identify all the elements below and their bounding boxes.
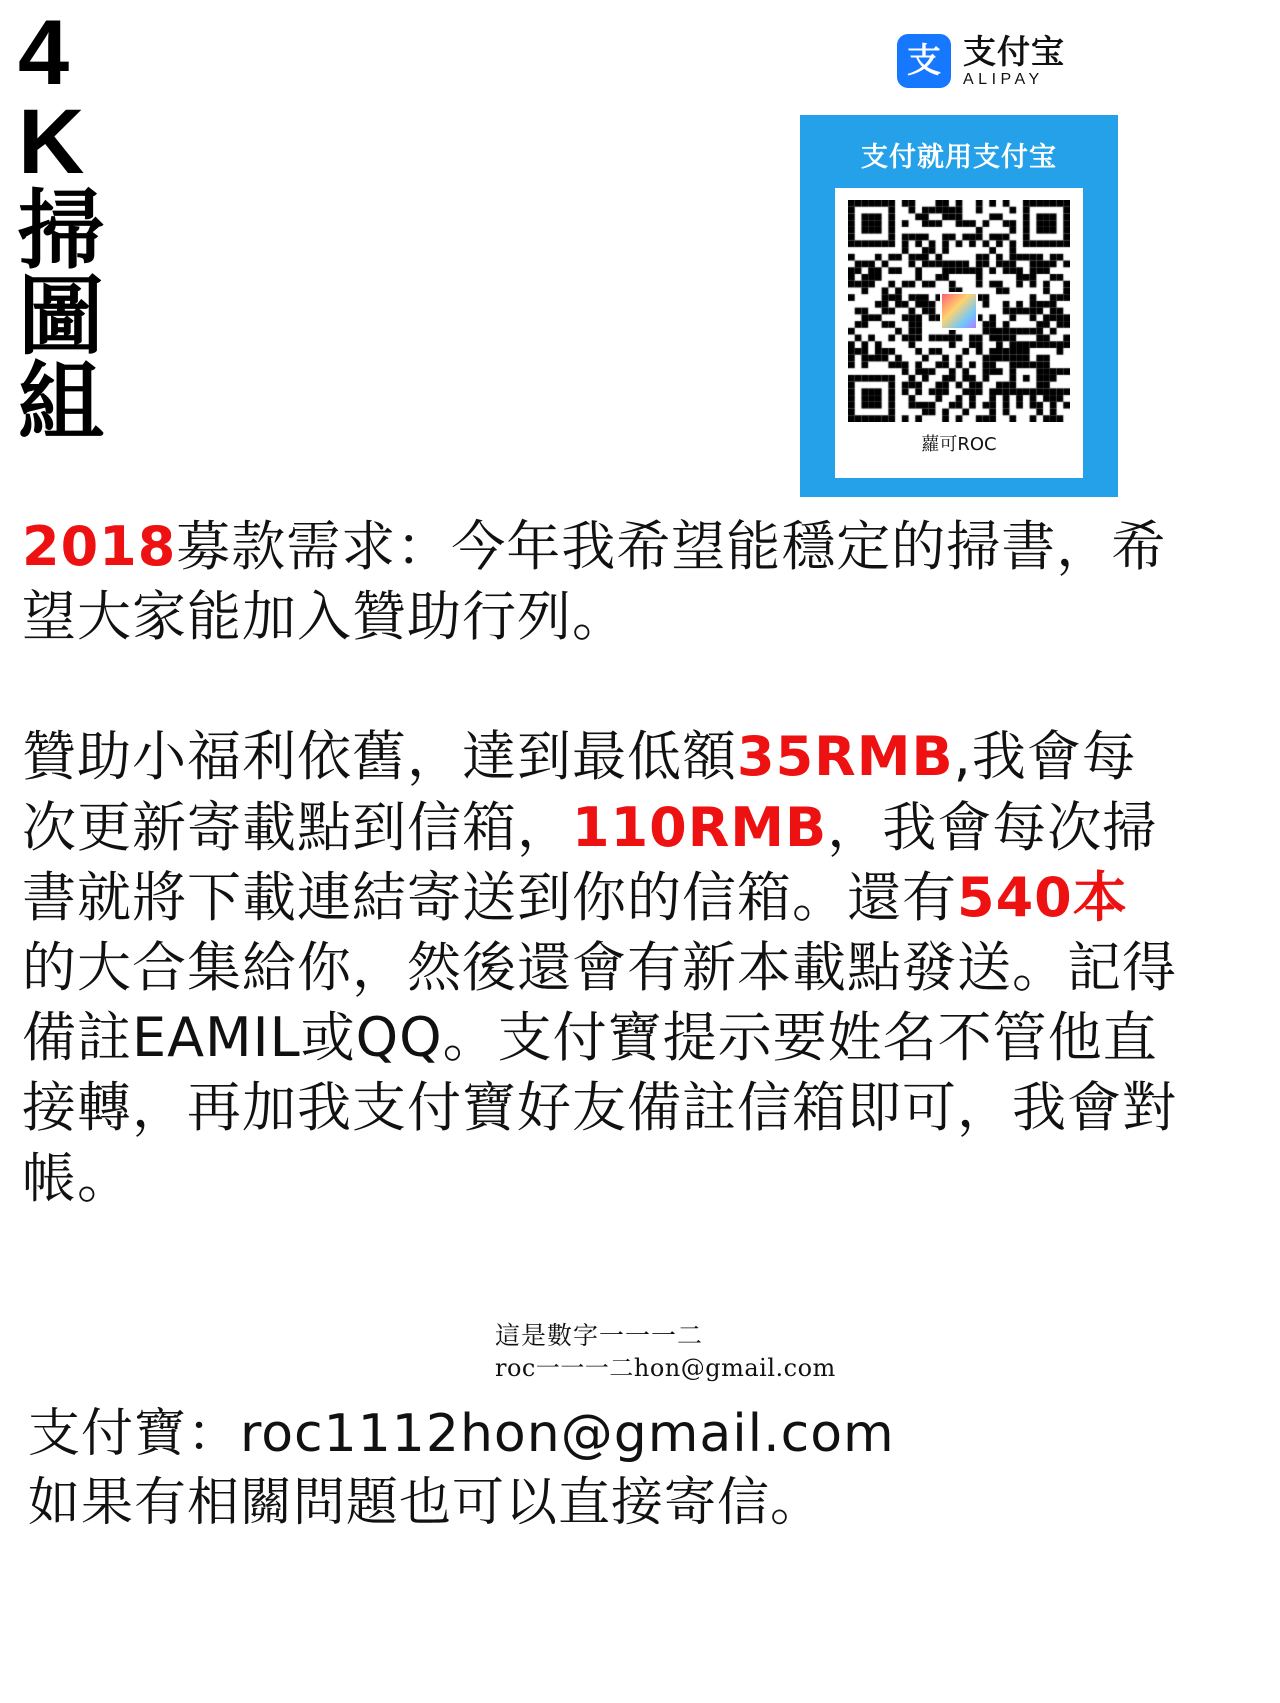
qr-code-panel [835,188,1083,478]
footer-contact [28,1400,1228,1537]
alipay-name-cn: 支付宝 [963,31,1065,71]
annotation-line-1: 這是數字一一一二 [495,1321,704,1350]
alipay-qr-card [800,115,1118,497]
tier-text-1: 贊助小福利依舊，達到最低額 [22,725,737,789]
alipay-logo-icon: 支 [897,34,951,88]
title-char-4: 組 [18,353,104,454]
year-2018: 2018 [22,515,177,578]
paragraph-funding-goal [22,512,1177,652]
bundle-count-540: 540本 [957,865,1128,929]
footer-alipay-email: 支付寶：roc1112hon@gmail.com [28,1404,895,1464]
qr-account-name: 蘿可ROC [921,434,997,455]
alipay-brand [897,31,1065,88]
title-char-1: K [18,91,85,194]
tier-text-4: 的大合集給你，然後還會有新本載點發送。記得備註EAMIL或QQ。支付寶提示要姓名不管他直接轉，再加我支付寶好友備註信箱即可，我會對帳。 [22,935,1177,1210]
email-annotation [495,1320,836,1383]
paragraph1-rest: 募款需求：今年我希望能穩定的掃書，希望大家能加入贊助行列。 [22,515,1167,649]
title-char-2: 掃 [18,180,104,281]
qr-code-image[interactable] [848,200,1070,422]
vertical-title [18,2,148,454]
annotation-line-2: roc一一一二hon@gmail.com [495,1354,836,1383]
tier-amount-35: 35RMB [737,725,954,789]
qr-card-heading: 支付就用支付宝 [861,142,1057,173]
qr-center-avatar-icon [940,292,978,330]
body-text [22,512,1177,1214]
tier-text-2: ,我會每次更新寄載點到信箱， [22,725,1137,859]
paragraph-tiers [22,722,1177,1213]
alipay-wordmark [963,31,1065,88]
tier-amount-110: 110RMB [572,795,828,859]
title-char-0: 4 [18,2,70,104]
footer-note: 如果有相關問題也可以直接寄信。 [28,1472,824,1533]
tier-text-3: ，我會每次掃書就將下載連結寄送到你的信箱。還有 [22,795,1158,929]
title-char-3: 圖 [18,267,104,368]
alipay-name-en: ALIPAY [963,70,1044,88]
